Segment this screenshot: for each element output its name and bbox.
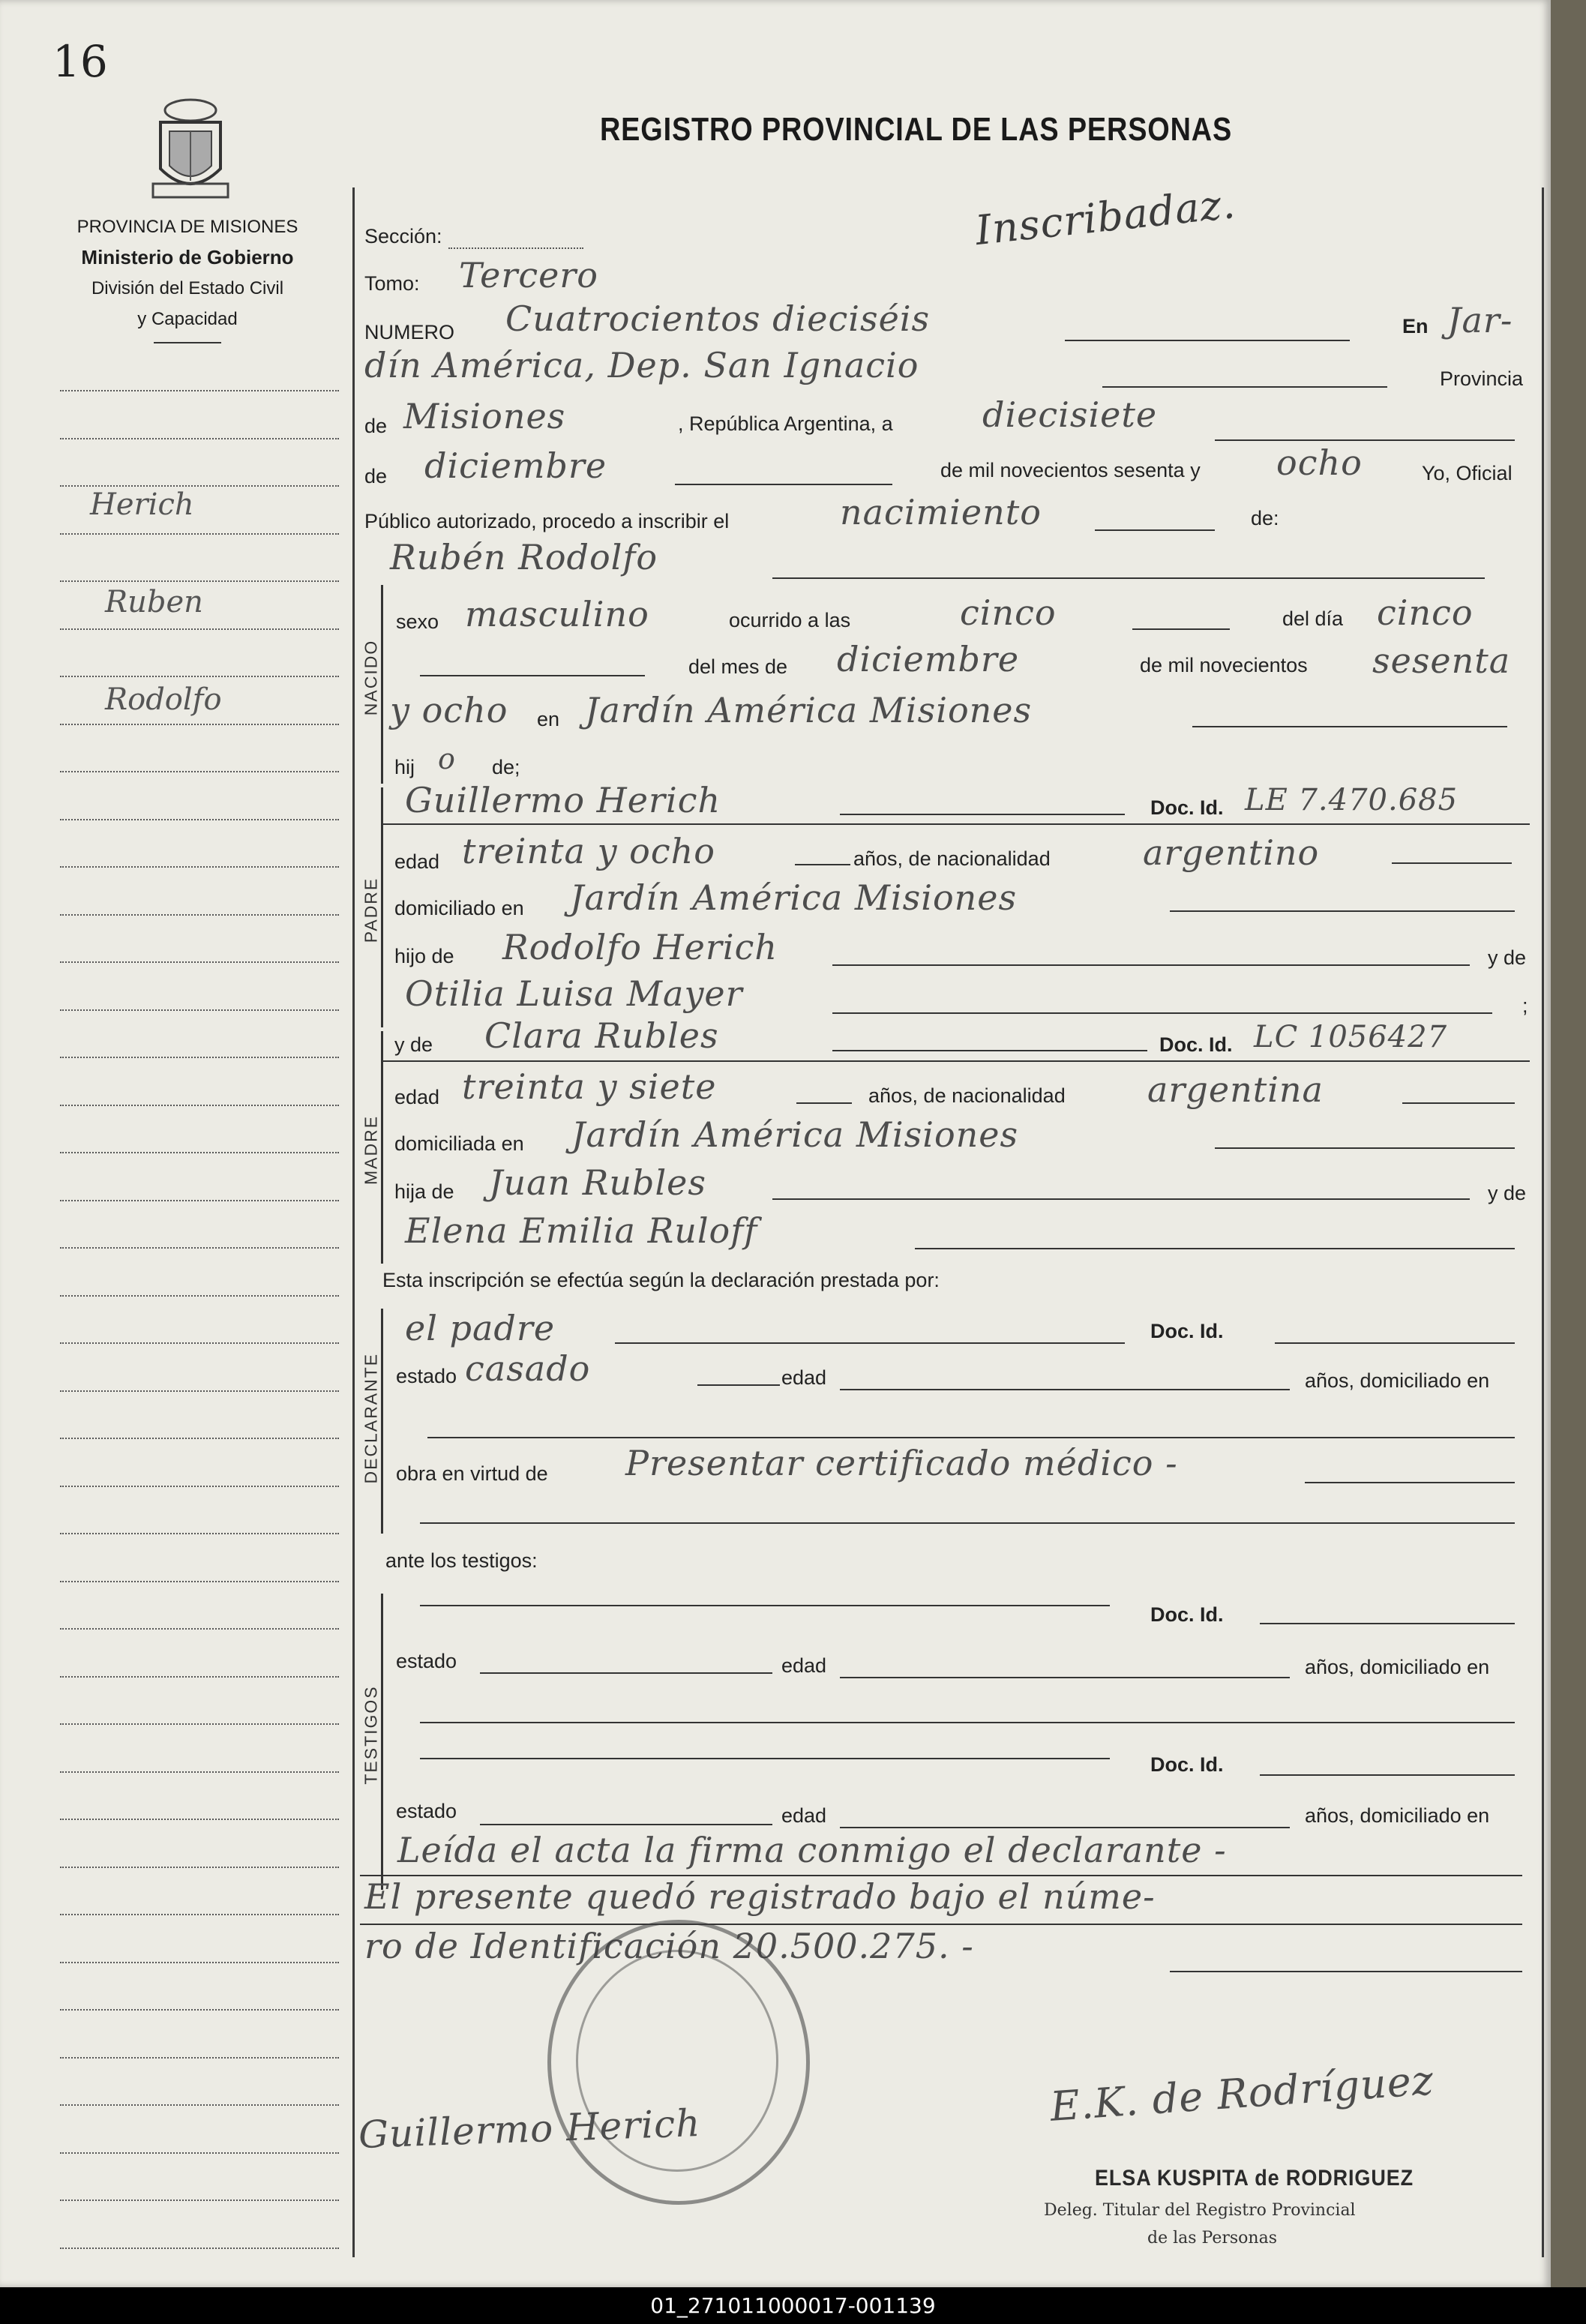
margin-rule-line (60, 1200, 339, 1201)
field-nombre: Rubén Rodolfo (390, 537, 658, 577)
section-nacido: NACIDO (361, 639, 381, 716)
label-declarante-estado: estado (396, 1365, 457, 1387)
label-padre-hijo-de: hijo de (394, 945, 454, 967)
ministry-divider (154, 342, 221, 343)
field-mes: diciembre (424, 445, 607, 486)
field-provincia: Misiones (403, 396, 566, 436)
right-edge-rule (1542, 187, 1544, 2257)
field-padre-hijo-de: Rodolfo Herich (502, 927, 778, 967)
nombre-rule (772, 577, 1485, 579)
field-declarante: el padre (405, 1308, 556, 1348)
label-provincia: Provincia (1440, 367, 1524, 390)
label-de-mil: de mil novecientos sesenta y (940, 459, 1201, 481)
margin-rule-line (60, 390, 339, 391)
label-madre-doc: Doc. Id. (1159, 1033, 1233, 1056)
margin-rule-line (60, 438, 339, 439)
field-madre-edad: treinta y siete (462, 1066, 717, 1107)
obra-rule-2 (420, 1522, 1515, 1524)
field-en: Jar- (1447, 300, 1513, 340)
label-testigo2-edad: edad (781, 1804, 827, 1827)
field-hora: cinco (960, 592, 1057, 633)
field-mes-nac: diciembre (837, 639, 1020, 679)
left-column-rule (352, 187, 355, 2257)
madre-dom-rule (1215, 1147, 1515, 1149)
note-line-3: ro de Identificación 20.500.275. - (364, 1926, 974, 1966)
label-seccion: Sección: (364, 225, 442, 247)
ministry-name: Ministerio de Gobierno (81, 246, 294, 268)
margin-rule-line (60, 1342, 339, 1344)
margin-name-second: Rodolfo (105, 682, 222, 717)
margin-rule-line (60, 1914, 339, 1915)
declarante-domic-rule (427, 1437, 1515, 1438)
margin-rule-line (60, 1105, 339, 1106)
division-line2: y Capacidad (137, 309, 238, 329)
testigo2-doc-rule (1260, 1774, 1515, 1776)
madre-nombre-rule (832, 1050, 1147, 1051)
padre-edad-rule (795, 864, 850, 865)
label-testigo1-estado: estado (396, 1650, 457, 1672)
declarante-rule (615, 1342, 1125, 1344)
label-de-semicolon: de; (492, 756, 520, 778)
madre-edad-rule (796, 1102, 852, 1104)
province-name: PROVINCIA DE MISIONES (76, 217, 298, 237)
field-padre-edad: treinta y ocho (462, 831, 715, 871)
label-de-2: de (364, 465, 388, 487)
field-padre-y-de: Otilia Luisa Mayer (405, 973, 743, 1014)
label-yo-oficial: Yo, Oficial (1422, 462, 1513, 484)
declarante-doc-rule (1275, 1342, 1515, 1344)
label-testigo2-doc: Doc. Id. (1150, 1753, 1224, 1776)
margin-rule-line (60, 961, 339, 963)
label-hij: hij (394, 756, 415, 778)
testigo2-rule (420, 1758, 1110, 1759)
field-sexo: masculino (465, 594, 649, 634)
margin-rule-line (60, 1390, 339, 1392)
testigo1-doc-rule (1260, 1623, 1515, 1624)
label-numero: NUMERO (364, 321, 454, 343)
field-madre-dom: Jardín América Misiones (571, 1114, 1019, 1155)
margin-rule-line (60, 1819, 339, 1820)
field-padre-doc: LE 7.470.685 (1245, 783, 1459, 817)
field-numero: Cuatrocientos dieciséis (505, 298, 931, 339)
field-madre-nac: argentina (1147, 1069, 1324, 1110)
label-publico: Público autorizado, procedo a inscribir el (364, 510, 730, 532)
label-declaracion: Esta inscripción se efectúa según la declaración prestada por: (382, 1269, 940, 1291)
label-testigo1-edad: edad (781, 1654, 827, 1677)
margin-rule-line (60, 1247, 339, 1249)
testigo2-estado-rule (480, 1824, 772, 1825)
margin-rule-line (60, 724, 339, 725)
madre-y-de-rule (915, 1248, 1515, 1249)
book-edge (1551, 0, 1586, 2287)
section-testigos: TESTIGOS (361, 1685, 381, 1785)
field-padre-dom: Jardín América Misiones (570, 877, 1018, 918)
margin-rule-line (60, 1486, 339, 1487)
madre-doc-rule (382, 1060, 1530, 1062)
margin-rule-line (60, 2152, 339, 2154)
label-del-dia: del día (1282, 607, 1344, 630)
testigo1-domic-rule (420, 1722, 1515, 1723)
label-testigos: ante los testigos: (385, 1549, 538, 1572)
section-padre: PADRE (361, 877, 381, 943)
padre-nombre-rule (840, 814, 1125, 815)
padre-nac-rule (1392, 862, 1512, 864)
margin-rule-line (60, 1581, 339, 1582)
margin-rule-line (60, 2200, 339, 2201)
label-padre-doc: Doc. Id. (1150, 796, 1224, 819)
margin-rule-line (60, 819, 339, 820)
margin-rule-line (60, 771, 339, 772)
label-ocurrido: ocurrido a las (729, 609, 851, 631)
image-id-footer: 01_271011000017-001139 (0, 2287, 1586, 2324)
section-madre: MADRE (361, 1114, 381, 1186)
margin-rule-line (60, 1771, 339, 1773)
margin-rule-line (60, 676, 339, 677)
label-padre-nac: años, de nacionalidad (853, 847, 1051, 870)
padre-doc-rule (382, 823, 1530, 825)
field-declarante-estado: casado (465, 1348, 591, 1389)
margin-rule-line (60, 533, 339, 535)
margin-rule-line (60, 2009, 339, 2011)
field-padre-nombre: Guillermo Herich (405, 780, 721, 820)
field-dia: diecisiete (982, 394, 1158, 435)
field-padre-nac: argentino (1143, 832, 1320, 873)
margin-name-first: Ruben (105, 585, 203, 619)
testigo1-estado-rule (480, 1672, 772, 1674)
hora-rule (1132, 628, 1230, 630)
numero-rule (1065, 340, 1350, 341)
testigo1-rule (420, 1605, 1110, 1606)
field-hij-suffix: o (438, 742, 456, 775)
label-testigo2-domic: años, domiciliado en (1305, 1804, 1490, 1827)
registration-annotation: Inscribadaz. (973, 179, 1238, 255)
label-sexo: sexo (396, 610, 439, 633)
signature-declarante: Guillermo Herich (358, 2101, 702, 2157)
field-tomo: Tercero (459, 255, 598, 295)
label-tomo: Tomo: (364, 272, 420, 295)
margin-rule-line (60, 485, 339, 487)
label-madre-y-de: y de (394, 1033, 433, 1056)
note-rule-3 (1170, 1971, 1522, 1972)
padre-semicolon: ; (1522, 994, 1528, 1017)
stamp-name: ELSA KUSPITA de RODRIGUEZ (1095, 2166, 1414, 2191)
field-anio-nac: sesenta (1372, 640, 1511, 681)
field-madre-hija-de: Juan Rubles (489, 1162, 706, 1203)
division-line1: División del Estado Civil (91, 278, 284, 298)
field-obra: Presentar certificado médico - (625, 1443, 1178, 1483)
label-madre-nac: años, de nacionalidad (868, 1084, 1066, 1107)
margin-rule-line (60, 1438, 339, 1439)
note-line-2: El presente quedó registrado bajo el núme- (364, 1876, 1156, 1917)
mes-rule (675, 484, 892, 485)
margin-name-surname: Herich (90, 487, 194, 522)
acto-rule (1095, 529, 1215, 531)
seccion-dots (448, 247, 583, 249)
field-madre-doc: LC 1056427 (1254, 1020, 1448, 1054)
label-madre-hija-de: hija de (394, 1180, 454, 1203)
stamp-role-2: de las Personas (1147, 2229, 1277, 2248)
ministry-block (45, 211, 330, 343)
estado-rule (697, 1384, 780, 1386)
field-madre-nombre: Clara Rubles (484, 1015, 719, 1056)
margin-rule-line (60, 2248, 339, 2249)
label-de-colon: de: (1251, 507, 1279, 529)
padre-dom-rule (1170, 910, 1515, 912)
label-testigo1-doc: Doc. Id. (1150, 1603, 1224, 1626)
note-line-1: Leída el acta la firma conmigo el declarante - (397, 1830, 1227, 1870)
margin-rule-line (60, 580, 339, 582)
margin-rule-line (60, 1867, 339, 1868)
testigo2-edad-rule (840, 1827, 1290, 1828)
field-lugar: dín América, Dep. San Ignacio (364, 345, 919, 385)
label-declarante-edad: edad (781, 1366, 827, 1389)
margin-rule-line (60, 1057, 339, 1058)
margin-rule-line (60, 2057, 339, 2059)
obra-rule (1305, 1482, 1515, 1483)
margin-rule-line (60, 1676, 339, 1678)
label-declarante-doc: Doc. Id. (1150, 1320, 1224, 1342)
label-en: En (1402, 315, 1429, 337)
field-anio: ocho (1276, 442, 1363, 483)
field-dia-nac: cinco (1377, 592, 1474, 633)
padre-hijo-de-rule (832, 964, 1470, 966)
margin-rule-line (60, 628, 339, 630)
label-de-mil-nov: de mil novecientos (1140, 654, 1308, 676)
madre-hija-de-rule (772, 1198, 1470, 1200)
label-obra: obra en virtud de (396, 1462, 548, 1485)
label-padre-dom: domiciliado en (394, 897, 524, 919)
field-madre-y-de: Elena Emilia Ruloff (405, 1210, 758, 1251)
madre-nac-rule (1402, 1102, 1515, 1104)
stamp-role: Deleg. Titular del Registro Provincial (1044, 2201, 1356, 2220)
margin-rule-line (60, 1152, 339, 1153)
label-declarante-domic: años, domiciliado en (1305, 1369, 1490, 1392)
field-acto: nacimiento (840, 492, 1042, 532)
document-title: REGISTRO PROVINCIAL DE LAS PERSONAS (600, 111, 1233, 148)
dia-rule (1215, 439, 1515, 441)
folio-number: 16 (52, 36, 108, 87)
label-del-mes: del mes de (688, 655, 788, 678)
testigo1-edad-rule (840, 1677, 1290, 1678)
label-republica: , República Argentina, a (678, 412, 893, 435)
signature-oficial: E.K. de Rodríguez (1048, 2056, 1436, 2131)
field-lugar-nac: Jardín América Misiones (585, 690, 1033, 730)
margin-rule-line (60, 914, 339, 916)
label-madre-y-de-2: y de (1488, 1182, 1527, 1204)
label-de-1: de (364, 415, 388, 437)
margin-rule-line (60, 1628, 339, 1630)
lugar-rule (1102, 386, 1387, 388)
provincial-emblem (150, 94, 231, 203)
declarante-edad-rule (840, 1389, 1290, 1390)
label-padre-y-de: y de (1488, 946, 1527, 969)
margin-rule-line (60, 2104, 339, 2106)
note-rule-2 (360, 1924, 1522, 1925)
margin-rule-line (60, 1723, 339, 1725)
margin-rule-line (60, 866, 339, 868)
margin-rule-line (60, 1962, 339, 1963)
label-madre-dom: domiciliada en (394, 1132, 524, 1155)
padre-y-de-rule (832, 1012, 1492, 1014)
label-testigo1-domic: años, domiciliado en (1305, 1656, 1490, 1678)
label-padre-edad: edad (394, 850, 440, 873)
section-declarante: DECLARANTE (361, 1352, 381, 1484)
margin-rule-line (60, 1295, 339, 1297)
margin-rule-line (60, 1009, 339, 1011)
label-en-lower: en (537, 708, 560, 730)
lugar-nac-rule (1192, 726, 1507, 727)
margin-rule-line (60, 1533, 339, 1534)
field-anio-nac2: y ocho (390, 690, 508, 730)
label-testigo2-estado: estado (396, 1800, 457, 1822)
label-madre-edad: edad (394, 1086, 440, 1108)
mes-nac-rule (420, 675, 645, 676)
